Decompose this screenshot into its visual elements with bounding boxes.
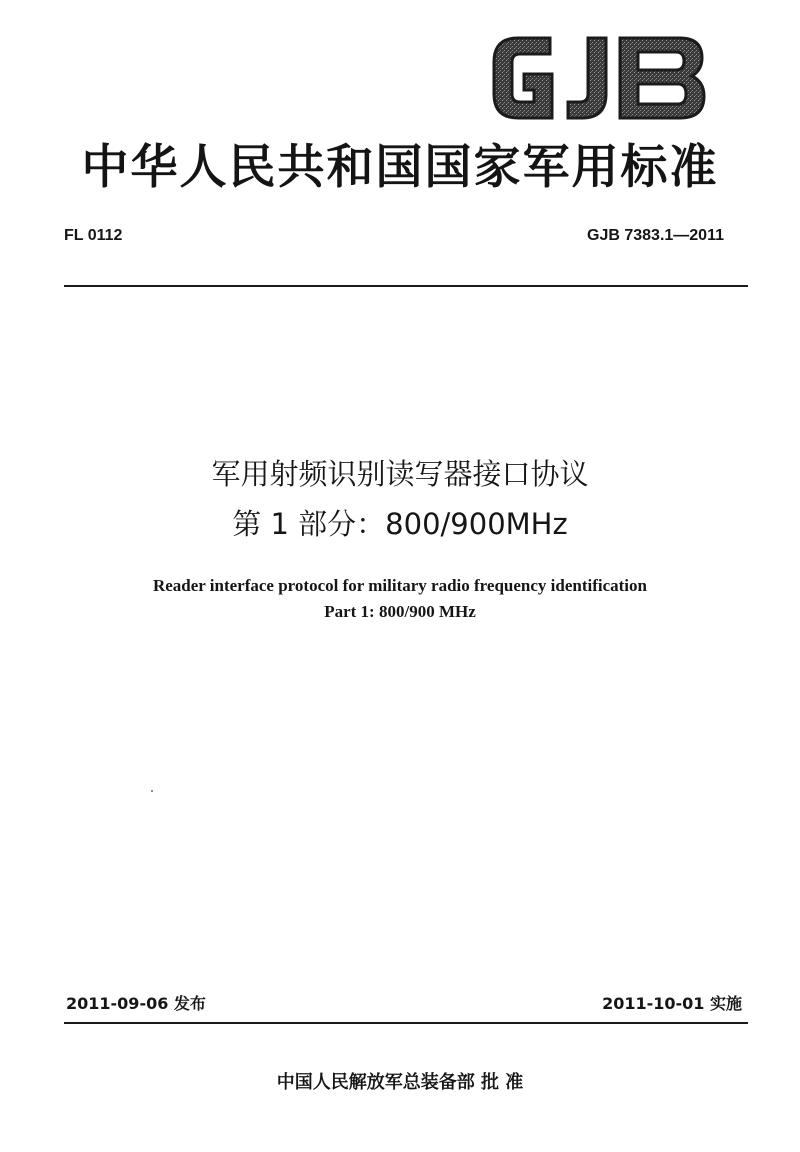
- gjb-logo-graphic: [488, 30, 710, 126]
- issue-date: 2011-09-06 发布: [66, 994, 206, 1013]
- scan-speck: [151, 790, 153, 792]
- standard-number: GJB 7383.1—2011: [587, 227, 724, 244]
- implementation-date: 2011-10-01 实施: [602, 994, 742, 1013]
- title-chinese-line2: 第 1 部分：800/900MHz: [232, 507, 568, 541]
- approval-authority: 中国人民解放军总装备部 批 准: [276, 1072, 524, 1093]
- footer-divider: [64, 1022, 748, 1024]
- national-standard-banner: 中华人民共和国国家军用标准: [81, 139, 719, 195]
- header-divider: [64, 285, 748, 287]
- title-english-line2: Part 1: 800/900 MHz: [324, 602, 476, 621]
- title-english-line1: Reader interface protocol for military radio frequency identification: [152, 576, 647, 595]
- gjb-logo: [488, 30, 710, 126]
- classification-code: FL 0112: [64, 227, 123, 244]
- title-chinese-line1: 军用射频识别读写器接口协议: [211, 457, 589, 491]
